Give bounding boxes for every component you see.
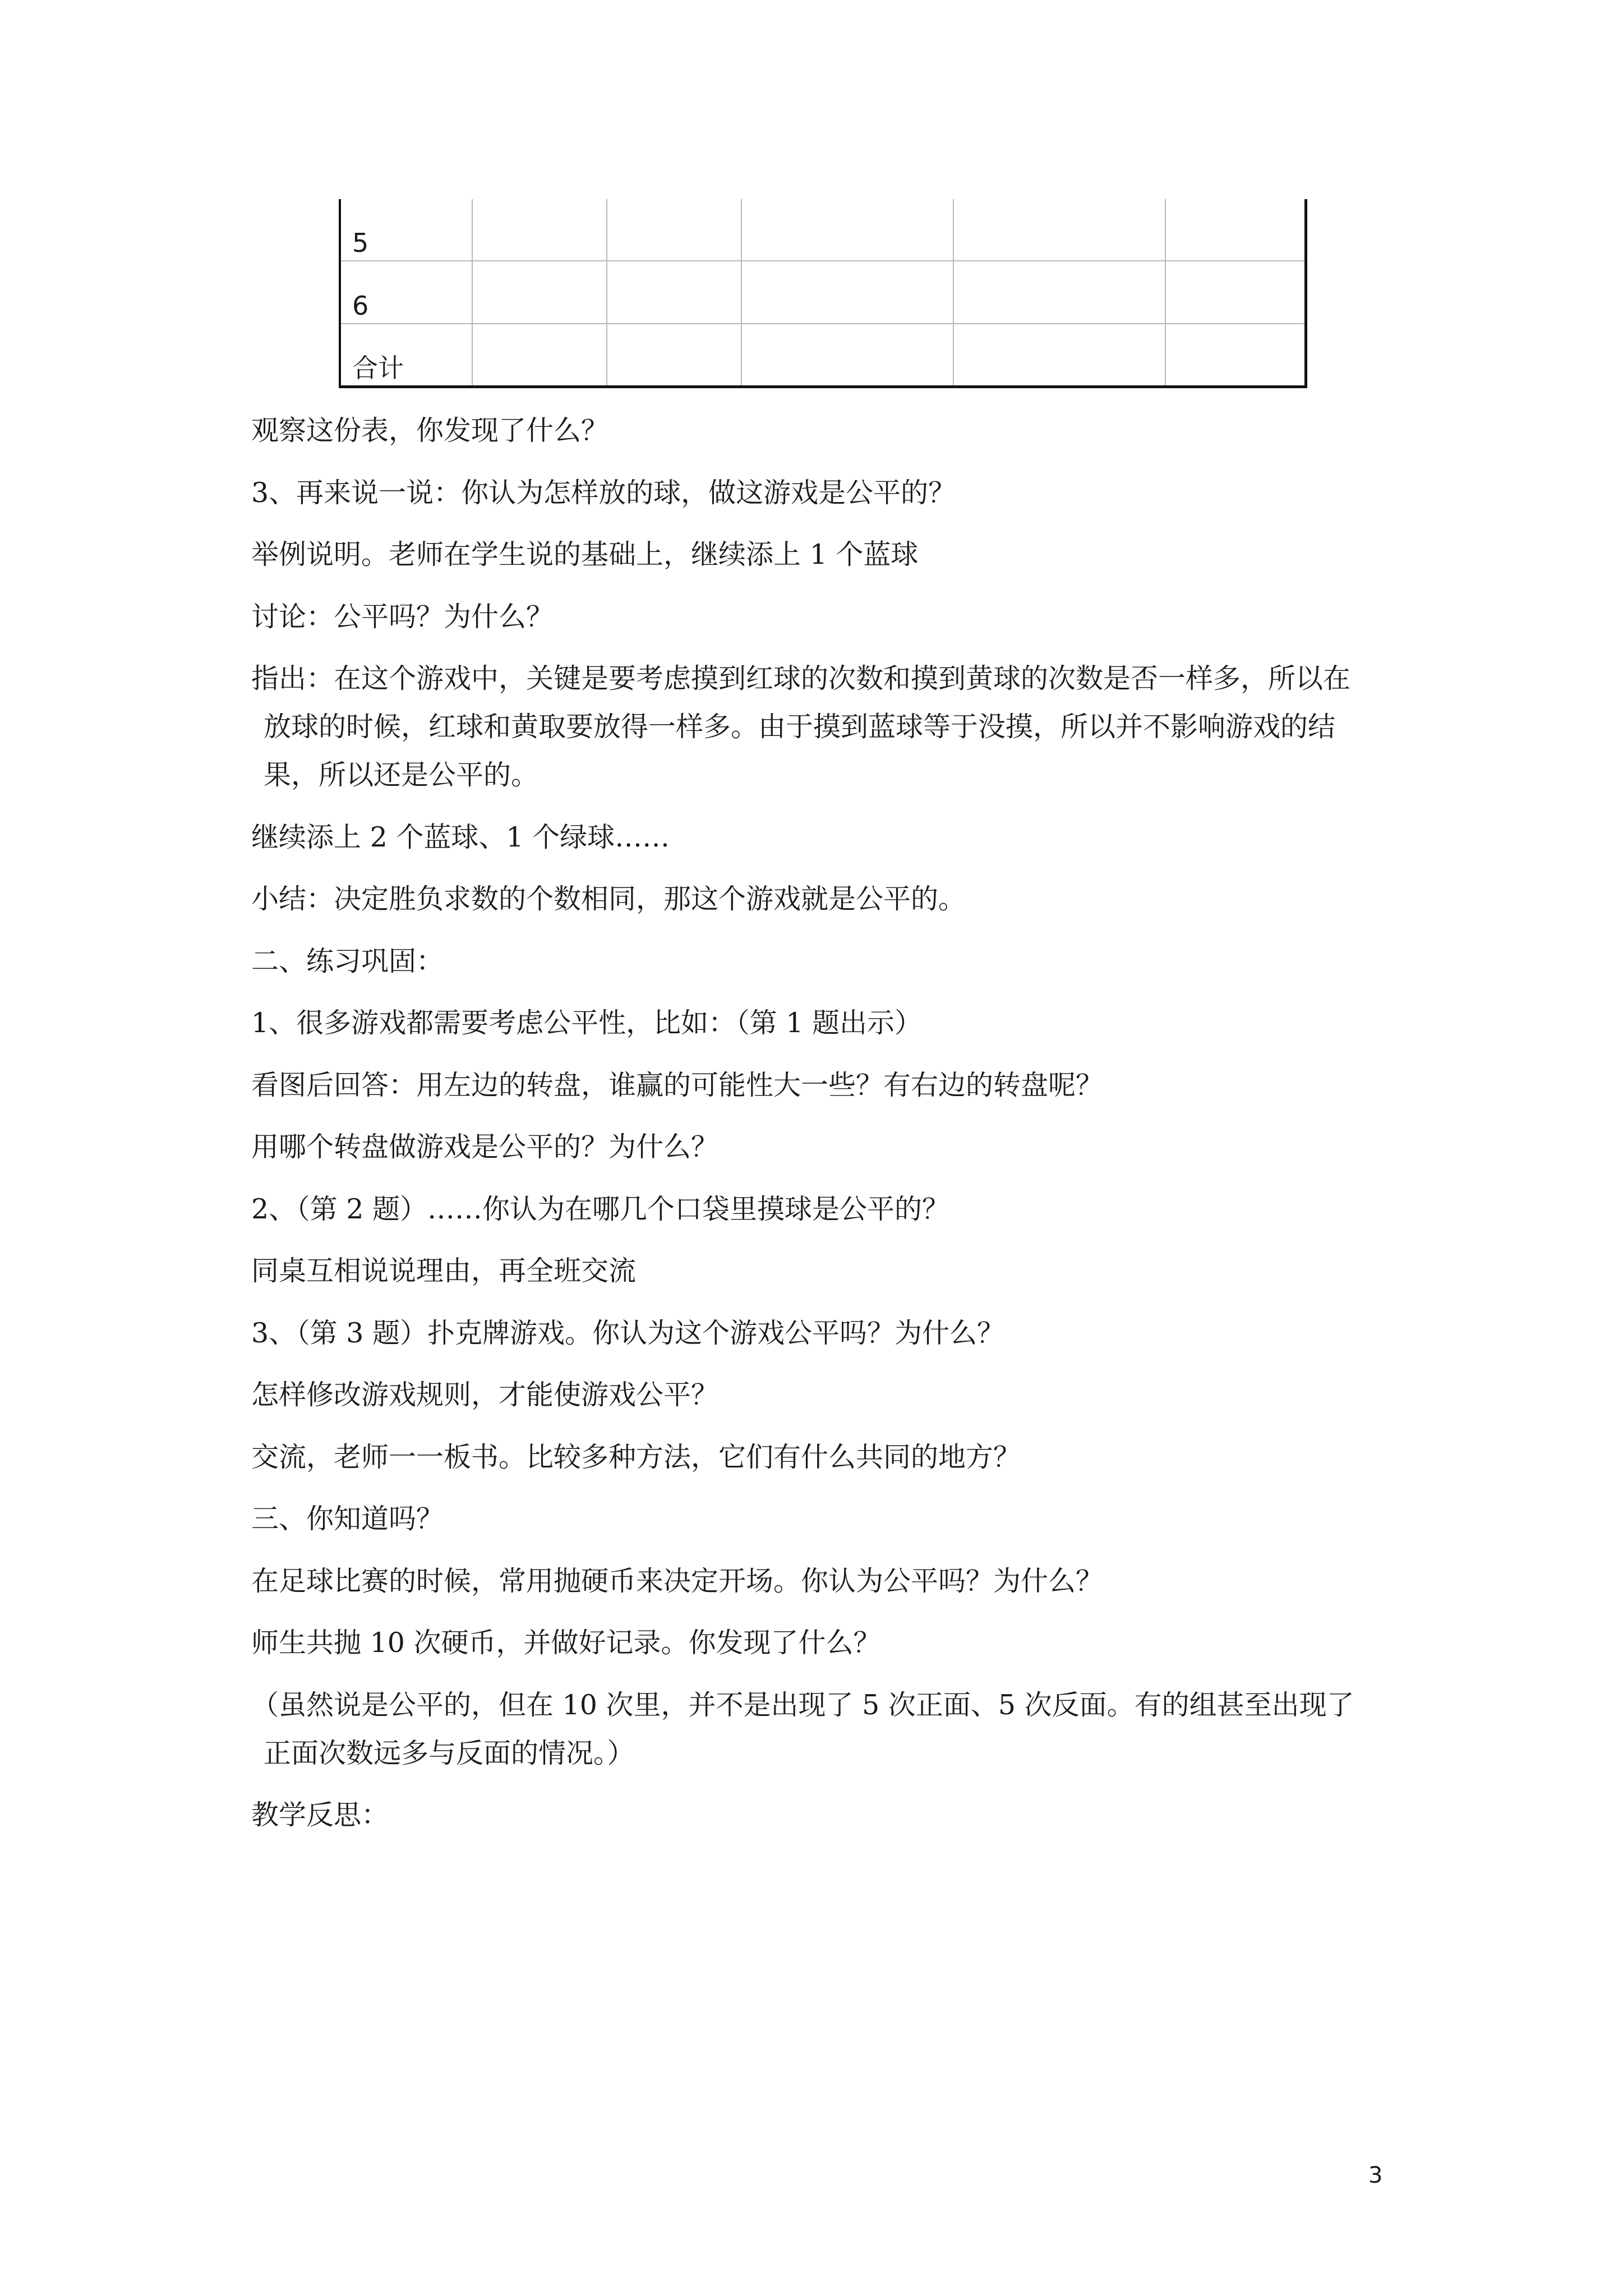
paragraph	[251, 1371, 1395, 1419]
paragraph-line: 观察这份表，你发现了什么？	[251, 415, 609, 447]
paragraph-line: 怎样修改游戏规则，才能使游戏公平？	[251, 1379, 719, 1411]
table-row	[340, 199, 1306, 261]
paragraph-line: 继续添上 2 个蓝球、1 个绿球……	[251, 821, 670, 853]
table-cell	[607, 324, 741, 387]
paragraph	[251, 593, 1395, 641]
paragraph	[251, 1061, 1395, 1110]
table-cell	[607, 261, 741, 323]
paragraph	[251, 1123, 1395, 1171]
paragraph-line: 看图后回答：用左边的转盘，谁赢的可能性大一些？有右边的转盘呢？	[251, 1069, 1104, 1101]
paragraph-line: 正面次数远多与反面的情况。）	[264, 1737, 635, 1769]
paragraph-line: 同桌互相说说理由，再全班交流	[251, 1255, 637, 1287]
paragraph-line: 放球的时候，红球和黄取要放得一样多。由于摸到蓝球等于没摸，所以并不影响游戏的结	[264, 711, 1336, 743]
paragraph-line: 在足球比赛的时候，常用抛硬币来决定开场。你认为公平吗？为什么？	[251, 1565, 1104, 1597]
table-cell	[741, 324, 953, 387]
table-cell	[607, 199, 741, 261]
paragraph-line: （虽然说是公平的，但在 10 次里，并不是出现了 5 次正面、5 次反面。有的组甚至出现了	[251, 1688, 1354, 1721]
paragraph-line: 交流，老师一一板书。比较多种方法，它们有什么共同的地方？	[251, 1441, 1021, 1473]
paragraph	[251, 1185, 1395, 1234]
table-cell	[741, 261, 953, 323]
paragraph	[251, 1433, 1395, 1481]
paragraph	[251, 1791, 1395, 1839]
paragraph	[251, 999, 1395, 1047]
page-number: 3	[1368, 2162, 1383, 2188]
paragraph	[251, 813, 1395, 862]
table-cell	[953, 199, 1165, 261]
paragraph	[251, 1619, 1395, 1667]
table-cell	[953, 324, 1165, 387]
section-heading	[251, 1495, 1395, 1543]
table-cell	[472, 261, 607, 323]
paragraph-line: 3、（第 3 题）扑克牌游戏。你认为这个游戏公平吗？为什么？	[251, 1317, 1005, 1349]
row-label: 合计	[340, 324, 472, 387]
table-cell	[472, 324, 607, 387]
paragraph-line: 1、很多游戏都需要考虑公平性，比如：（第 1 题出示）	[251, 1007, 923, 1039]
table-cell	[1165, 261, 1306, 323]
paragraph-line: 举例说明。老师在学生说的基础上，继续添上 1 个蓝球	[251, 539, 919, 570]
paragraph	[251, 875, 1395, 923]
table-cell	[472, 199, 607, 261]
paragraph-line: 果，所以还是公平的。	[264, 759, 539, 791]
table-cell	[953, 261, 1165, 323]
table-cell	[1165, 324, 1306, 387]
paragraph-line: 小结：决定胜负求数的个数相同，那这个游戏就是公平的。	[251, 883, 966, 915]
table-cell	[1165, 199, 1306, 261]
tally-table	[339, 199, 1307, 388]
table-cell	[741, 199, 953, 261]
row-label: 5	[340, 199, 472, 261]
paragraph-line: 指出：在这个游戏中，关键是要考虑摸到红球的次数和摸到黄球的次数是否一样多，所以在	[251, 662, 1351, 694]
paragraph-line: 二、练习巩固：	[251, 945, 444, 977]
lesson-body	[251, 407, 1395, 1853]
paragraph-line: 三、你知道吗？	[251, 1503, 444, 1535]
table-row	[340, 324, 1306, 387]
paragraph-line: 讨论：公平吗？为什么？	[251, 600, 554, 633]
paragraph	[251, 1681, 1395, 1778]
paragraph	[251, 1247, 1395, 1295]
paragraph	[251, 1309, 1395, 1358]
row-label: 6	[340, 261, 472, 323]
paragraph	[251, 469, 1395, 517]
paragraph	[251, 655, 1395, 799]
paragraph-line: 3、再来说一说：你认为怎样放的球，做这游戏是公平的？	[251, 476, 956, 509]
paragraph	[251, 407, 1395, 455]
paragraph	[251, 531, 1395, 579]
paragraph	[251, 1557, 1395, 1605]
section-heading	[251, 937, 1395, 986]
paragraph-line: 教学反思：	[251, 1799, 389, 1831]
paragraph-line: 师生共抛 10 次硬币，并做好记录。你发现了什么？	[251, 1627, 881, 1659]
paragraph-line: 用哪个转盘做游戏是公平的？为什么？	[251, 1131, 719, 1163]
paragraph-line: 2、（第 2 题）……你认为在哪几个口袋里摸球是公平的？	[251, 1193, 950, 1225]
table-row	[340, 261, 1306, 323]
